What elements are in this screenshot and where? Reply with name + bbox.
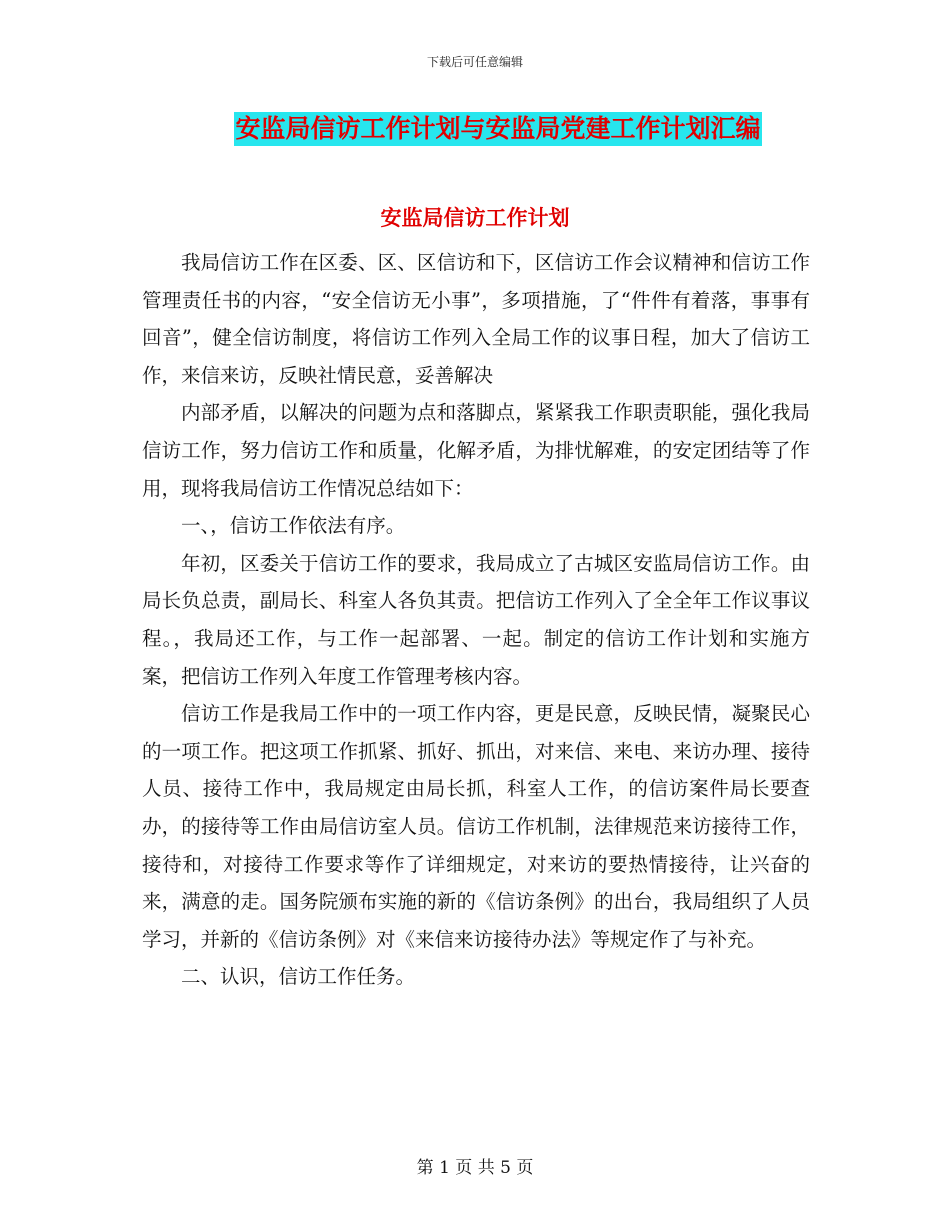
document-title: 安监局信访工作计划与安监局党建工作计划汇编	[234, 112, 761, 146]
paragraph: 信访工作是我局工作中的一项工作内容，更是民意，反映民情，凝聚民心的一项工作。把这项工作抓紧、抓好、抓出，对来信、来电、来访办理、接待人员、接待工作中，我局规定由局长抓，科室人工作，的信访案件局长要查办，的接待等工作由局信访室人员。信访工作机制，法律规范来访接待工作，接待和，对接待工作要求等作了详细规定，对来访的要热情接待，让兴奋的来，满意的走。国务院颁布实施的新的《信访条例》的出台，我局组织了人员学习，并新的《信访条例》对《来信来访接待办法》等规定作了与补充。	[142, 702, 810, 951]
page-footer-indicator: 第 1 页 共 5 页	[416, 1158, 534, 1178]
document-body	[142, 244, 810, 996]
paragraph: 年初，区委关于信访工作的要求，我局成立了古城区安监局信访工作。由局长负总责，副局长、科室人各负其责。把信访工作列入了全全年工作议事议程。，我局还工作，与工作一起部署、一起。制定的信访工作计划和实施方案，把信访工作列入年度工作管理考核内容。	[142, 551, 810, 688]
document-title-container	[0, 112, 950, 146]
paragraph: 内部矛盾，以解决的问题为点和落脚点，紧紧我工作职责职能，强化我局信访工作，努力信访工作和质量，化解矛盾，为排忧解难，的安定团结等了作用，现将我局信访工作情况总结如下：	[142, 401, 810, 500]
page-header-note: 下载后可任意编辑	[426, 55, 523, 69]
paragraph: 我局信访工作在区委、区、区信访和下，区信访工作会议精神和信访工作管理责任书的内容，“安全信访无小事”，多项措施，了“件件有着落，事事有回音”，健全信访制度，将信访工作列入全局工作的议事日程，加大了信访工作，来信来访，反映社情民意，妥善解决	[142, 251, 810, 387]
paragraph: 二、认识，信访工作任务。	[181, 965, 416, 989]
section-title: 安监局信访工作计划	[380, 206, 570, 230]
paragraph: 一、，信访工作依法有序。	[181, 514, 406, 538]
